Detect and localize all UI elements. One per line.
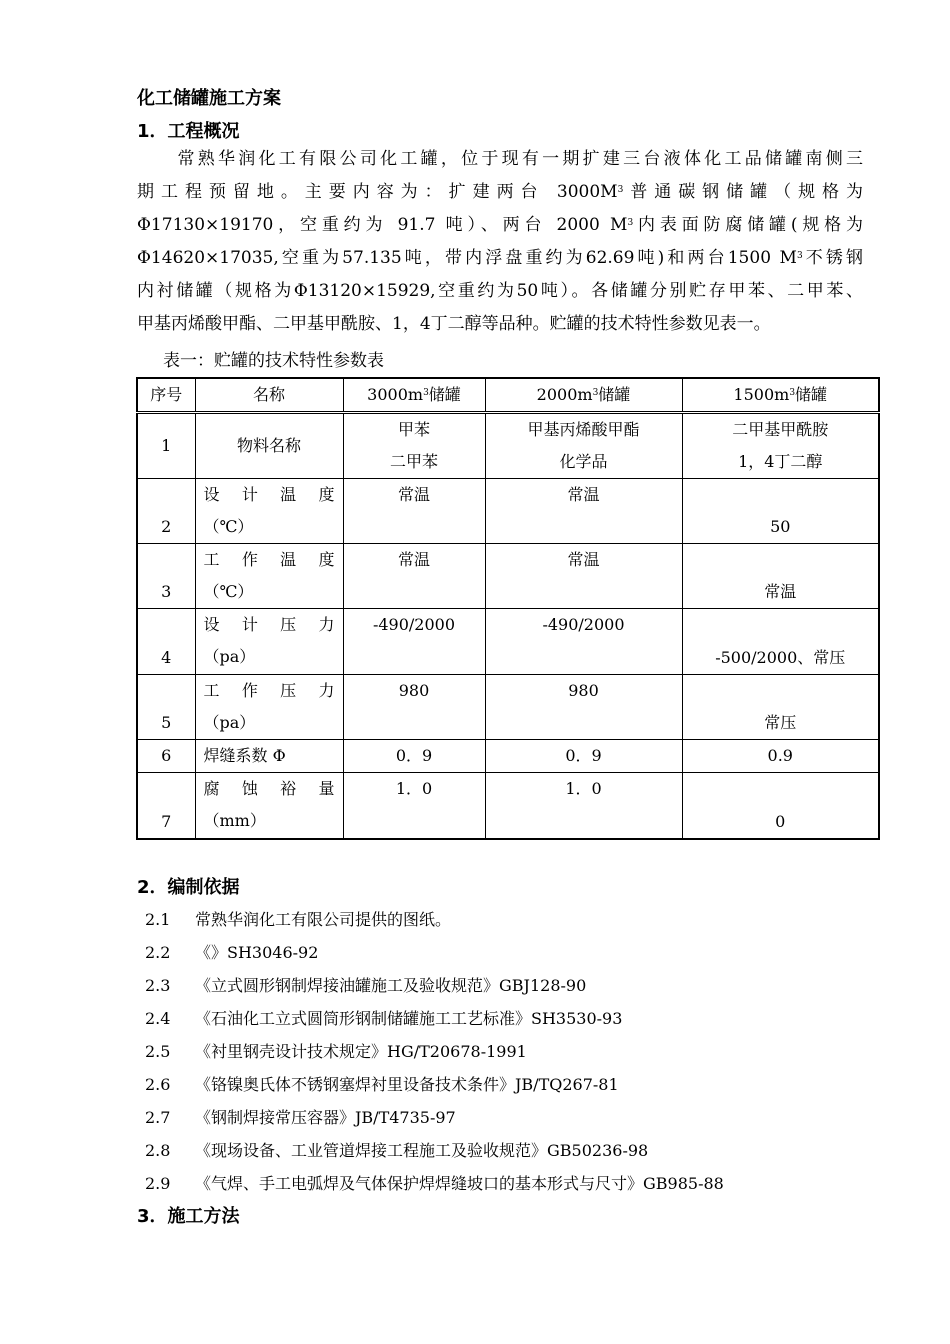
document-title: 化工储罐施工方案	[137, 88, 281, 109]
overview-line-2: 期工程预留地。主要内容为：扩建两台 $3000M^3$普通碳钢储罐（规格为	[137, 182, 864, 202]
row-cell-2000: 常温	[485, 479, 682, 544]
row-item: 物料名称	[195, 413, 343, 479]
tank-spec-table	[136, 377, 880, 840]
table-row	[137, 675, 879, 740]
basis-item: 2.5 《衬里钢壳设计技术规定》HG/T20678-1991	[145, 1042, 527, 1061]
row-item: 设 计 压 力 （pa）	[195, 609, 343, 675]
row-cell-3000: 甲苯 二甲苯	[343, 413, 485, 479]
row-cell-3000: 常温	[343, 479, 485, 544]
section-heading-basis: 2．编制依据	[137, 877, 240, 898]
row-cell-2000: 1．0	[485, 773, 682, 839]
header-3000: $3000m^3$储罐	[343, 378, 485, 413]
row-cell-1500: 0.9	[682, 740, 879, 773]
section-heading-overview: 1．工程概况	[137, 121, 240, 142]
section-heading-method: 3．施工方法	[137, 1206, 240, 1227]
row-cell-2000: 甲基丙烯酸甲酯 化学品	[485, 413, 682, 479]
header-no: 序号	[137, 378, 195, 413]
row-no: 6	[137, 740, 195, 773]
row-no: 2	[137, 479, 195, 544]
row-no: 4	[137, 609, 195, 675]
overview-line-3: Φ17130×19170，空重约为 91.7 吨）、两台 2000 $M^3$内表面防腐储罐(规格为	[137, 215, 863, 235]
table-row	[137, 609, 879, 675]
basis-item: 2.2 《》SH3046-92	[145, 943, 319, 962]
row-cell-1500: 0	[682, 773, 879, 839]
row-item: 焊缝系数 Φ	[195, 740, 343, 773]
table-row	[137, 773, 879, 839]
row-cell-1500: 50	[682, 479, 879, 544]
basis-item: 2.4 《石油化工立式圆筒形钢制储罐施工工艺标准》SH3530-93	[145, 1009, 623, 1028]
row-item: 工 作 压 力 （pa）	[195, 675, 343, 740]
row-cell-1500: -500/2000、常压	[682, 609, 879, 675]
basis-item: 2.6 《铬镍奥氏体不锈钢塞焊衬里设备技术条件》JB/TQ267-81	[145, 1075, 619, 1094]
header-1500: $1500m^3$储罐	[682, 378, 879, 413]
basis-item: 2.8 《现场设备、工业管道焊接工程施工及验收规范》GB50236-98	[145, 1141, 649, 1160]
row-no: 1	[137, 413, 195, 479]
row-cell-1500: 二甲基甲酰胺 1，4丁二醇	[682, 413, 879, 479]
row-item: 腐 蚀 裕 量 （mm）	[195, 773, 343, 839]
overview-line-4: Φ14620×17035,空重为57.135吨，带内浮盘重约为62.69吨)和两台1500 $M^3$不锈钢	[137, 248, 864, 268]
row-cell-3000: 0．9	[343, 740, 485, 773]
table-row	[137, 544, 879, 609]
row-cell-3000: -490/2000	[343, 609, 485, 675]
overview-line-1: 常熟华润化工有限公司化工罐，位于现有一期扩建三台液体化工品储罐南侧三	[137, 149, 863, 169]
row-cell-2000: 常温	[485, 544, 682, 609]
row-item: 工 作 温 度 （℃）	[195, 544, 343, 609]
basis-item: 2.3 《立式圆形钢制焊接油罐施工及验收规范》GBJ128-90	[145, 976, 587, 995]
basis-item: 2.7 《钢制焊接常压容器》JB/T4735-97	[145, 1108, 456, 1127]
table-row	[137, 413, 879, 479]
row-cell-1500: 常温	[682, 544, 879, 609]
header-2000: $2000m^3$储罐	[485, 378, 682, 413]
table-row	[137, 740, 879, 773]
table-caption: 表一：贮罐的技术特性参数表	[163, 351, 384, 371]
overview-line-6: 甲基丙烯酸甲酯、二甲基甲酰胺、1，4丁二醇等品种。贮罐的技术特性参数见表一。	[137, 314, 771, 334]
row-cell-3000: 1．0	[343, 773, 485, 839]
row-cell-2000: 980	[485, 675, 682, 740]
table-row	[137, 479, 879, 544]
row-item: 设 计 温 度 （℃）	[195, 479, 343, 544]
row-cell-1500: 常压	[682, 675, 879, 740]
row-no: 7	[137, 773, 195, 839]
basis-item: 2.9 《气焊、手工电弧焊及气体保护焊焊缝坡口的基本形式与尺寸》GB985-88	[145, 1174, 724, 1193]
overview-line-5: 内衬储罐（规格为Φ13120×15929,空重约为50吨）。各储罐分别贮存甲苯、二甲苯、	[137, 281, 863, 301]
row-cell-2000: 0．9	[485, 740, 682, 773]
row-no: 5	[137, 675, 195, 740]
row-cell-3000: 常温	[343, 544, 485, 609]
row-cell-2000: -490/2000	[485, 609, 682, 675]
basis-item: 2.1 常熟华润化工有限公司提供的图纸。	[145, 910, 452, 929]
row-no: 3	[137, 544, 195, 609]
table-header-row	[137, 378, 879, 413]
header-name: 名称	[195, 378, 343, 413]
row-cell-3000: 980	[343, 675, 485, 740]
